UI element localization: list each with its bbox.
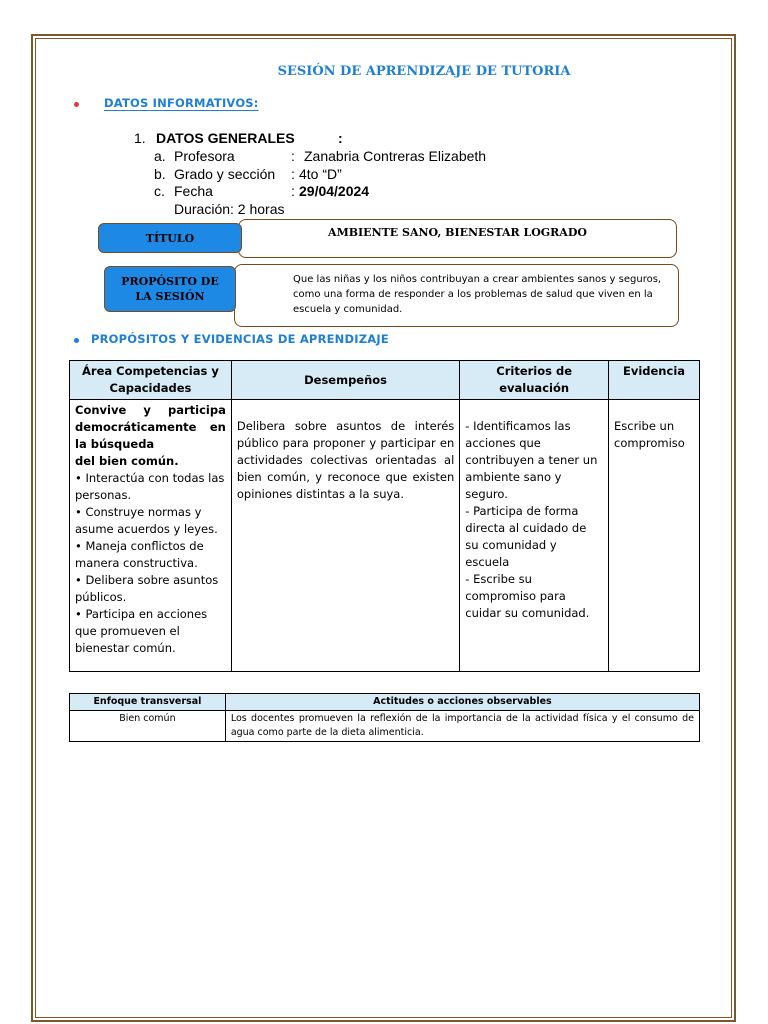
section-datos-informativos: DATOS INFORMATIVOS: bbox=[104, 96, 259, 110]
general-heading-colon: : bbox=[338, 130, 343, 146]
item-sep: : bbox=[291, 166, 295, 182]
capacity-item: • Maneja conflictos de manera constructiva. bbox=[75, 539, 204, 570]
bullet-icon bbox=[74, 338, 79, 343]
learning-table bbox=[69, 360, 700, 672]
purpose-value: Que las niñas y los niños contribuyan a crear ambientes sanos y seguros, como una forma de responder a los problemas de salud que viven en la escuela y comunidad. bbox=[293, 274, 662, 315]
general-heading-number: 1. bbox=[134, 130, 146, 146]
header-area: Área Competencias y Capacidades bbox=[70, 361, 232, 400]
bullet-icon bbox=[74, 102, 79, 107]
capacity-item: • Delibera sobre asuntos públicos. bbox=[75, 573, 219, 604]
desempeno-text: Delibera sobre asuntos de interés público para proponer y participar en actividades colectivas orientadas al bien común, y reconoce que existen opiniones distintas a la suya. bbox=[236, 419, 455, 501]
capacity-item: • Construye normas y asume acuerdos y leyes. bbox=[75, 505, 218, 536]
item-label-fecha: Fecha bbox=[174, 183, 213, 199]
cell-desempeno bbox=[231, 400, 459, 672]
header-evidencia: Evidencia bbox=[609, 361, 700, 400]
criterio-item: - Identificamos las acciones que contribuyen a tener un ambiente sano y seguro. bbox=[465, 419, 598, 501]
item-label-profesora: Profesora bbox=[174, 148, 235, 164]
item-sep: : bbox=[291, 183, 295, 199]
capacity-item: • Interactúa con todas las personas. bbox=[75, 471, 225, 502]
enfoque-name: Bien común bbox=[70, 711, 226, 742]
item-value-grado: 4to “D” bbox=[299, 166, 342, 182]
title-value: AMBIENTE SANO, BIENESTAR LOGRADO bbox=[328, 226, 587, 239]
item-letter: c. bbox=[154, 183, 165, 199]
general-heading: DATOS GENERALES bbox=[156, 130, 295, 146]
cell-competences bbox=[70, 400, 232, 672]
title-label: TÍTULO bbox=[98, 223, 242, 253]
competence-title: Convive y participa democráticamente en la búsqueda bbox=[75, 403, 226, 451]
cell-criterios bbox=[460, 400, 609, 672]
evidencia-text: Escribe un compromiso bbox=[614, 419, 685, 450]
item-letter: a. bbox=[154, 148, 166, 164]
cell-evidencia bbox=[609, 400, 700, 672]
enfoque-action: Los docentes promueven la reflexión de la importancia de la actividad física y el consumo de agua como parte de la dieta alimenticia. bbox=[225, 711, 699, 742]
document-title: SESIÓN DE APRENDIZAJE DE TUTORIA bbox=[277, 64, 571, 79]
header-actitudes: Actitudes o acciones observables bbox=[225, 694, 699, 711]
header-criterios: Criterios de evaluación bbox=[460, 361, 609, 400]
competence-title-2: del bien común. bbox=[75, 454, 179, 468]
item-sep: : bbox=[291, 148, 295, 164]
title-value-box bbox=[238, 219, 677, 258]
criterio-item: - Escribe su compromiso para cuidar su comunidad. bbox=[465, 572, 590, 620]
criterio-item: - Participa de forma directa al cuidado de su comunidad y escuela bbox=[465, 504, 587, 569]
item-value-profesora: Zanabria Contreras Elizabeth bbox=[304, 148, 487, 164]
purpose-value-box bbox=[234, 264, 679, 327]
item-letter: b. bbox=[154, 166, 166, 182]
purpose-label: PROPÓSITO DE LA SESIÓN bbox=[104, 266, 236, 312]
capacity-item: • Participa en acciones que promueven el bienestar común. bbox=[75, 607, 208, 655]
section-propositos: PROPÓSITOS Y EVIDENCIAS DE APRENDIZAJE bbox=[91, 332, 389, 346]
item-value-fecha: 29/04/2024 bbox=[299, 183, 370, 199]
item-label-grado: Grado y sección bbox=[174, 166, 276, 182]
item-duration: Duración: 2 horas bbox=[174, 201, 285, 217]
enfoque-table bbox=[69, 693, 700, 742]
header-enfoque: Enfoque transversal bbox=[70, 694, 226, 711]
header-desempenos: Desempeños bbox=[231, 361, 459, 400]
